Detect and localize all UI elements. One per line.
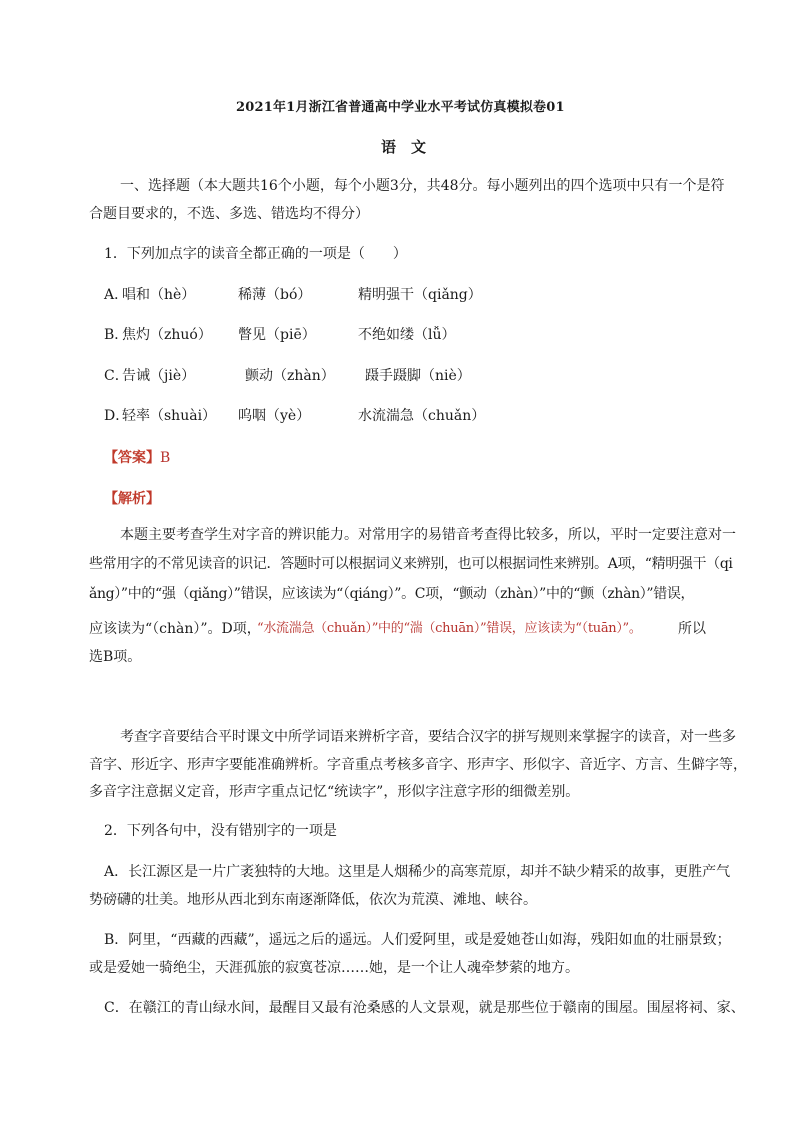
tip-line-2: 音字、形近字、形声字要能准确辨析。字音重点考核多音字、形声字、形似字、音近字、方言、生僻字等， [89,757,747,773]
analysis-line-4-end: 所以 [678,621,706,637]
question-1-option-c-item-3: 蹑手蹑脚（niè） [365,368,471,384]
question-1-option-a-item-2: 稀薄（bó） [238,287,312,303]
question-1-option-b-item-3: 不绝如缕（lǚ） [358,327,456,343]
section-instruction-line-1: 一、选择题（本大题共16个小题，每个小题3分，共48分。每小题列出的四个选项中只有一个是符 [120,178,725,194]
question-2-option-line-5: C．在赣江的青山绿水间，最醒目又最有沧桑感的人文景观，就是那些位于赣南的围屋。围屋将祠、家、 [104,1000,745,1016]
analysis-line-2: 些常用字的不常见读音的识记．答题时可以根据词义来辨别，也可以根据词性来辨别。A项，“精明强干（qi [89,556,733,572]
question-1-option-c-item-2: 颤动（zhàn） [245,368,335,384]
analysis-tag: 【解析】 [104,491,160,507]
analysis-line-3: ǎng）”中的“强（qiǎng）”错误，应该读为“（qiáng）”。C项，“颤动（zhàn）”中的“颤（zhàn）”错误， [89,586,695,602]
question-1-option-d-letter: D． [104,408,130,424]
analysis-line-4-start: 应该读为“（chàn）”。D项， [89,621,261,637]
answer-line [104,447,170,467]
document-title: 2021年1月浙江省普通高中学业水平考试仿真模拟卷01 [236,100,565,115]
question-1-option-a-item-1: 唱和（hè） [122,287,196,303]
answer-tag: 【答案】 [104,450,160,466]
question-1-stem: 1．下列加点字的读音全都正确的一项是（ ） [104,246,407,262]
question-1-option-a-letter: A． [104,287,129,303]
tip-line-1: 考查字音要结合平时课文中所学词语来辨析字音，要结合汉字的拼写规则来掌握字的读音，对一些多 [120,729,736,745]
analysis-line-1: 本题主要考查学生对字音的辨识能力。对常用字的易错音考查得比较多，所以，平时一定要注意对一 [120,527,736,543]
section-instruction-line-2: 合题目要求的，不选、多选、错选均不得分） [89,206,369,222]
question-1-option-d-item-3: 水流湍急（chuǎn） [358,408,486,424]
question-1-option-c-letter: C． [104,368,129,384]
question-1-option-b-item-2: 瞥见（piē） [238,327,316,343]
question-1-option-d-item-1: 轻率（shuài） [122,408,217,424]
subject-heading: 语 文 [381,138,427,156]
question-1-option-b-item-1: 焦灼（zhuó） [122,327,212,343]
tip-line-3: 多音字注意据义定音，形声字重点记忆“统读字”，形似字注意字形的细微差别。 [89,784,580,800]
analysis-line-4-red: “水流湍急（chuǎn）”中的“湍（chuān）”错误，应该读为“（tuān）”。 [257,621,642,636]
question-2-stem: 2．下列各句中，没有错别字的一项是 [104,823,337,839]
question-1-option-b-letter: B． [104,327,129,343]
question-1-option-c-item-1: 告诫（jiè） [122,368,196,384]
question-2-option-line-3: B．阿里，“西藏的西藏”，遥远之后的遥远。人们爱阿里，或是爱她苍山如海，残阳如血的壮丽景致； [104,932,731,948]
question-1-option-d-item-2: 呜咽（yè） [238,408,311,424]
question-2-option-line-4: 或是爱她一骑绝尘，天涯孤旅的寂寞苍凉……她，是一个让人魂牵梦萦的地方。 [89,960,579,976]
question-2-option-line-2: 势磅礴的壮美。地形从西北到东南逐渐降低，依次为荒漠、滩地、峡谷。 [89,892,537,908]
question-1-option-a-item-3: 精明强干（qiǎng） [358,287,482,303]
answer-value: B [160,450,171,466]
analysis-line-5: 选B项。 [89,649,142,665]
question-2-option-line-1: A．长江源区是一片广袤独特的大地。这里是人烟稀少的高寒荒原，却并不缺少精采的故事，更胜产气 [104,864,731,880]
